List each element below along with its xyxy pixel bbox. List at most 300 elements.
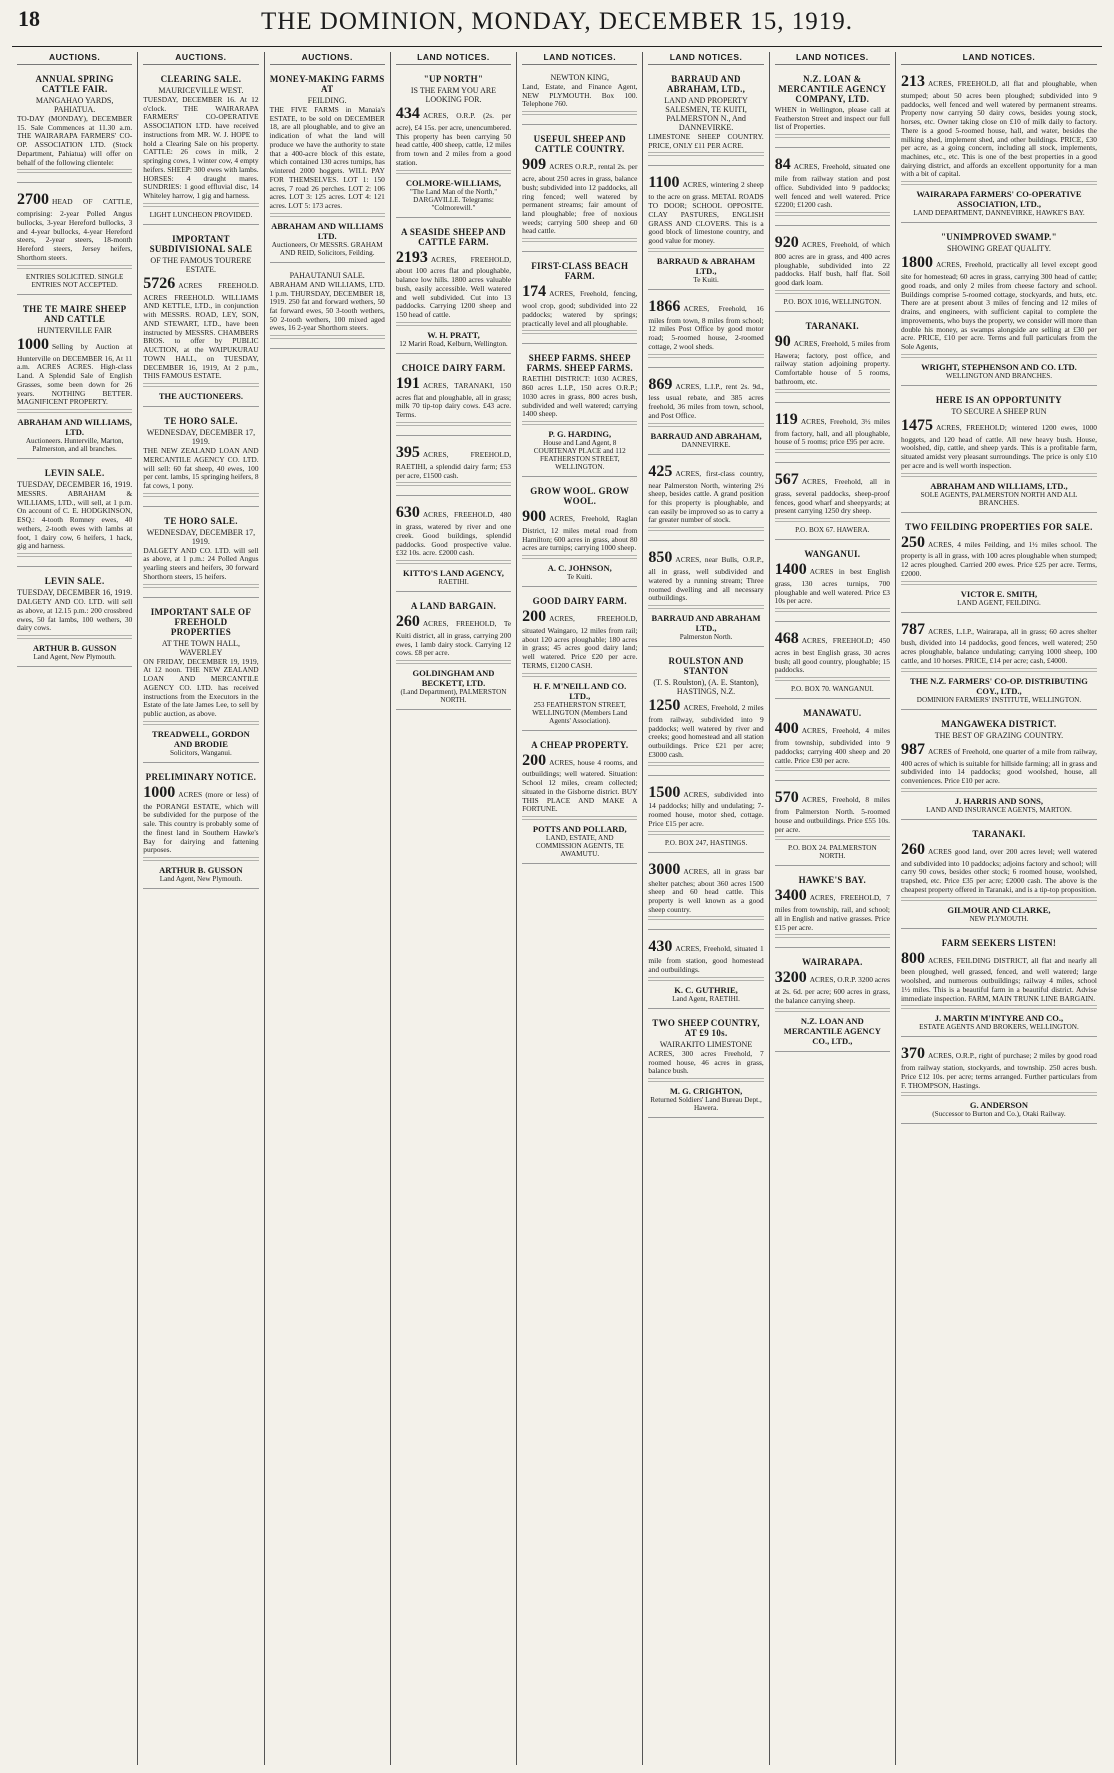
ad-title: FARM SEEKERS LISTEN! [941,937,1057,948]
ad-acreage: 869 [648,375,673,393]
ad-title: LEVIN SALE. [44,576,105,587]
ad-text: ACRES, 300 acres Freehold, 7 roomed house, 46 acres in grass, balance bush. [648,1048,764,1076]
ad-agent-details: Te Kuiti. [693,275,719,284]
ad-text: ACRES, O.R.P., right of purchase; 2 miles by good road from railway station, stockyards, and township. 250 acres bush. Price £12 10s. per acre; terms arranged. Further particulars from F. THOMPSON, Hastings. [900,1051,1097,1090]
ad-body [270,106,385,211]
ad-text: Land, Estate, and Finance Agent, NEW PLYMOUTH. Box 100. Telephone 760. [522,82,638,109]
ad-text: ACRES, Freehold, all in grass, several paddocks, sheep-proof fences, good wharf and sheepyards; at present carrying 1250 dry sheep. [774,476,890,516]
classified-ad [522,256,637,344]
ad-text: ACRES, FREEHOLD; 450 acres in best English grass, 30 acres bush; all good country, ploughable; 15 paddocks. [774,636,890,675]
classified-ad [775,870,890,948]
ad-body [901,841,1097,895]
classified-ad [648,780,763,853]
classified-ad [143,69,258,225]
classified-ad [396,440,511,496]
ad-body [522,608,637,671]
ad-text: ACRES good land, over 200 acres level; well watered and subdivided into 10 paddocks; adjoins factory and school; will carry 90 cows, besides other stock; 6 roomed house, woolshed, trapshed, etc. Price £35 per acre; £2000 cash. The above is the cheapest property offered in Taranaki, and is a tip-top proposition. [900,846,1097,894]
ad-agent-details: (Land Department), PALMERSTON NORTH. [400,688,507,705]
ad-subtitle: SHOWING GREAT QUALITY. [947,244,1051,254]
ad-title: "UNIMPROVED SWAMP." [941,232,1057,243]
ad-title: ANNUAL SPRING CATTLE FAIR. [35,74,114,94]
ad-text: ACRES, FREEHOLD, RAETIHI, a splendid dairy farm; £53 per acre, £1500 cash. [395,449,512,480]
print-lines [775,389,890,395]
ad-text: DALGETY AND CO. LTD. will sell as above, at 12.15 p.m.: 200 crossbred ewes, 50 fat lambs, 100 wethers, 30 dairy cows. [17,597,133,633]
ad-acreage: 1866 [648,297,681,315]
ad-acreage: 84 [774,156,791,174]
print-lines [522,111,637,117]
ad-body [775,720,890,765]
ad-agent-details: Returned Soldiers' Land Bureau Dept., Hawera. [650,1095,762,1112]
ad-acreage: 3000 [648,860,681,878]
ad-agent-details: LAND, ESTATE, AND COMMISSION AGENTS, TE AWAMUTU. [535,834,624,859]
ad-body [17,598,132,633]
ad-agent-details: (Successor to Burton and Co.), Otaki Railway. [932,1110,1066,1119]
print-lines [775,836,890,842]
ad-agent: W. H. PRATT, [427,329,480,340]
ad-text: ACRES, FREEHOLD, 7 miles from township, rail, and school; all in English and native grasses. Price £15 per acre. [774,893,890,932]
print-lines [775,290,890,296]
ad-body [775,561,890,606]
ad-agent: H. F. M'NEILL AND CO. LTD., [533,680,627,701]
classified-ad [648,294,763,368]
ad-acreage: 1000 [17,335,49,353]
ad-agent: ARTHUR B. GUSSON [32,643,117,654]
ad-agent: BARRAUD AND ABRAHAM LTD., [651,613,761,633]
print-lines [901,897,1097,903]
ad-body [17,115,132,167]
classified-ad [775,152,890,226]
print-lines [901,788,1097,794]
ad-acreage: 434 [395,105,420,122]
section-heading: AUCTIONS. [17,52,132,65]
ad-title: A LAND BARGAIN. [410,601,497,612]
print-lines [270,335,385,341]
ad-text: ACRES, first-class country, near Palmerston North, wintering 2½ sheep, besides cattle. A grand position for this property is ploughable, and can easily be improved so as to carry a far greater number of stock. [648,468,764,525]
print-lines [901,581,1097,587]
ad-text: ACRES O.R.P., rental 2s. per acre, about 250 acres in grass, balance bush; subdivided into 12 paddocks, all ring fenced; well watered by permanent streams; fair amount of land ploughable; free of noxious weeds; carrying 500 sheep and 60 head cattle. [522,162,638,236]
classified-ad [775,952,890,1051]
ad-agent-details: Te Kuiti. [567,573,593,582]
section-heading: AUCTIONS. [143,52,258,65]
ad-title: IMPORTANT SUBDIVISIONAL SALE [149,233,253,254]
ad-agent: VICTOR E. SMITH, [960,588,1038,599]
ad-agent-details: SOLE AGENTS, PALMERSTON NORTH AND ALL BRANCHES. [920,490,1078,507]
ad-acreage: 987 [900,740,925,758]
classified-ad [17,187,132,294]
classified-ad [648,372,763,455]
classified-ad [775,785,890,866]
ad-title: TE HORO SALE. [164,416,238,427]
ad-body [901,621,1097,666]
ad-agent-details: Auctioneers. Hunterville, Marton, Palmerston, and all branches. [25,436,124,453]
ad-body [775,789,890,834]
ad-agent: K. C. GUTHRIE, [674,984,738,995]
classified-ad [17,69,132,183]
classified-ad [396,500,511,592]
ad-agent-details: NEW PLYMOUTH. [969,914,1029,923]
ad-agent: J. HARRIS AND SONS, [954,795,1043,806]
ad-body [775,333,890,387]
ad-body [522,375,637,419]
classified-ad [901,517,1097,613]
ad-text: WHEN in Wellington, please call at Featherston Street and inspect our full list of Properties. [774,105,890,132]
ad-text: ACRES (more or less) of the PORANGI ESTATE, which will be subdivided for the purpose of the sale. This country is probably some of the finest land in Southern Hawke's Bay for dairying and fattening purposes. [143,789,259,855]
ad-subtitle: WEDNESDAY, DECEMBER 17, 1919. [146,527,256,546]
ad-text: HEAD OF CATTLE, comprising: 2-year Polled Angus bullocks, 3-year Hereford bullocks, 3 and 4-year bullocks, 4-year Hereford steers, 2-year steers, 18-month Hereford steers, Jersey heifers, Shorthorn steers. [17,197,133,262]
column-7 [770,52,896,1765]
classified-ad [396,69,511,218]
column-5 [517,52,643,1765]
print-lines [901,1092,1097,1098]
ad-subtitle: PAHAUTANUI SALE. [289,270,365,280]
print-lines [648,527,763,533]
ad-body [396,613,511,658]
print-lines [648,152,763,158]
page-number: 18 [18,6,40,31]
classified-ad [775,407,890,463]
print-lines [522,673,637,679]
classified-ad [648,459,763,542]
classified-ad [648,857,763,931]
print-lines [901,668,1097,674]
classified-ad [775,544,890,622]
ad-title: MANAWATU. [803,708,862,719]
ad-acreage: 2700 [17,191,49,209]
ad-text: ACRES, 4 miles Feilding, and 1½ miles school. The property is all in grass, with 100 acres ploughable when stumped; 12 acres ploughed. Carried 200 ewes. Price £25 per acre. Terms, £2000. [900,539,1097,578]
ad-agent: G. ANDERSON [969,1100,1028,1111]
ad-acreage: 1500 [648,783,681,801]
classified-ad [901,933,1097,1038]
print-lines [775,1008,890,1014]
print-lines [775,677,890,683]
ad-agent: ABRAHAM AND WILLIAMS, LTD. [17,416,132,437]
ad-title: TE HORO SALE. [164,515,238,526]
ad-agent-details: LAND AND INSURANCE AGENTS, MARTON. [926,805,1072,814]
ad-body [143,447,258,491]
ad-agent: P. G. HARDING, [548,428,612,439]
classified-ad [396,222,511,354]
ad-body [648,784,763,829]
ad-body [396,504,511,558]
classified-ad [648,69,763,166]
ad-agent-details: DANNEVIRKE. [681,440,731,449]
classified-ad [901,227,1097,385]
ad-text: ACRES, FREEHOLD, situated Waingaro, 12 miles from rail; about 120 acres ploughable; 180 acres in grass; 45 acres good dairy land; well watered. Price £20 per acre. TERMS, £1200 CASH. [522,614,638,670]
print-lines [17,169,132,175]
ad-body [396,249,511,320]
ad-body [522,156,637,236]
ad-body [901,741,1097,786]
ad-title: GOOD DAIRY FARM. [532,596,627,607]
ad-body [522,283,637,328]
print-lines [775,134,890,140]
section-heading: LAND NOTICES. [648,52,763,65]
ad-text: RAETIHI DISTRICT: 1030 ACRES, 860 acres L.I.P., 150 acres O.R.P.; 1030 acres in grass, 800 acres bush, subdivided and well watered; carrying 1400 sheep. [522,374,638,419]
column-4 [391,52,517,1765]
print-lines [775,212,890,218]
ad-agent: THE AUCTIONEERS. [158,391,243,402]
classified-ad [775,69,890,148]
newspaper-title: THE DOMINION, MONDAY, DECEMBER 15, 1919. [260,8,854,35]
section-heading: LAND NOTICES. [396,52,511,65]
ad-title: TWO SHEEP COUNTRY, AT £9 10s. [652,1017,760,1038]
ad-text: ACRES, Freehold, situated one mile from railway station and post office. Subdivided into 9 paddocks; well fenced and well watered. Price £2200; £1200 cash. [774,162,890,210]
ad-body [17,490,132,551]
ad-body [522,752,637,815]
ad-agent: WAIRARAPA FARMERS' CO-OPERATIVE ASSOCIATION, LTD., [916,189,1082,210]
print-lines [17,265,132,271]
ad-subtitle: AT THE TOWN HALL, WAVERLEY [161,638,240,657]
classified-ad [522,348,637,477]
ad-acreage: 3400 [774,887,807,905]
ad-title: N.Z. LOAN & MERCANTILE AGENCY COMPANY, LTD. [778,74,887,104]
classified-ad [775,703,890,781]
ad-body [143,547,258,582]
ad-title: IMPORTANT SALE OF FREEHOLD PROPERTIES [150,606,252,637]
ad-agent: ABRAHAM AND WILLIAMS LTD. [271,220,384,241]
ad-title: A CHEAP PROPERTY. [531,739,629,750]
ad-acreage: 1000 [143,783,176,801]
classified-ad [901,714,1097,820]
print-lines [648,831,763,837]
classified-ad [648,1013,763,1118]
ad-subtitle: WAIRAKITO LIMESTONE [659,1039,753,1049]
ad-text: ACRES, Freehold, situated 1 mile from station, good homestead and outbuildings. [648,944,764,975]
print-lines [648,916,763,922]
ad-body [143,658,258,719]
print-lines [143,493,258,499]
ad-text: ACRES, Freehold, of which 800 acres are in grass, and 400 acres ploughable, subdivided into 22 paddocks. Half bush, half flat. Soil good dark loam. [774,240,890,288]
ad-text: ACRES, FREEHOLD, all flat and ploughable, when stumped; about 50 acres been ploughed; subdivided into 9 paddocks, well fenced and well watered by permanent streams. Property now carrying 50 dairy cows, besides young stock, horses, etc. Owner taking close on £10 of milk daily to factory. There is a good 5-roomed house, hall, and water, besides the milking shed, implement shed, and other buildings. PRICE, £30 per acre, as a going concern, including all stock, implements, machines, etc., etc. This is one of the best properties in a good dairying district, and affords an excellent opportunity for a man with a bit of capital. [900,79,1097,179]
ad-title: MANGAWEKA DISTRICT. [941,718,1057,729]
ad-text: ACRES FREEHOLD. ACRES FREEHOLD. WILLIAMS AND KETTLE, LTD., in conjunction with MESSRS. ROAD, LEY, SON, AND STEWART, LTD., have been instructed by MESSRS. CHAMBERS BROS. to offer by PUBLIC AUCTION, at the WAIPUKURAU TOWN HALL, on TUESDAY, DECEMBER 16, 1919, At 2 p.m., THIS FAMOUS ESTATE. [143,280,259,381]
ad-title: HERE IS AN OPPORTUNITY [935,394,1062,405]
ad-acreage: 630 [395,504,420,522]
print-lines [17,553,132,559]
ad-acreage: 1400 [774,561,807,579]
ad-agent: N.Z. LOAN AND MERCANTILE AGENCY CO., LTD., [783,1015,881,1046]
ad-agent: POTTS AND POLLARD, [532,824,627,835]
print-lines [648,354,763,360]
ad-agent-details: Land Agent, New Plymouth. [33,653,116,662]
classified-ad [522,591,637,731]
ad-agent-details: P.O. BOX 247, HASTINGS. [664,838,748,847]
ad-body [775,234,890,288]
ad-agent: A. C. JOHNSON, [547,563,612,574]
ad-acreage: 260 [900,840,925,858]
ad-body [270,281,385,333]
ad-title: SHEEP FARMS. SHEEP FARMS. SHEEP FARMS. [526,353,633,374]
ad-agent-details: WELLINGTON AND BRANCHES. [945,371,1053,380]
ad-acreage: 570 [774,789,799,807]
ad-agent-details: 253 FEATHERSTON STREET, WELLINGTON (Members Land Agents' Association). [532,700,628,725]
ad-text: ACRES, Freehold, Raglan District, 12 miles metal road from Hamilton; 600 acres in grass, about 80 acres are turnips; carrying 1000 sheep. [522,513,638,553]
print-lines [775,518,890,524]
ad-agent: WRIGHT, STEPHENSON AND CO. LTD. [921,361,1077,372]
print-lines [143,584,258,590]
ad-agent-details: LAND DEPARTMENT, DANNEVIRKE, HAWKE'S BAY. [913,209,1085,218]
ad-text: ACRES, all in grass bar shelter patches; about 360 acres 1500 sheep and 60 head cattle. This property is well known as a good sheep country. [648,866,764,914]
ad-acreage: 1800 [900,254,933,272]
classified-ad [17,299,132,459]
ad-acreage: 191 [395,374,420,392]
section-heading: LAND NOTICES. [901,52,1097,65]
ad-body [901,1045,1097,1090]
classified-ad [775,316,890,403]
print-lines [648,605,763,611]
ad-text: ACRES, subdivided into 14 paddocks; hilly and undulating; 7-roomed house, motor shed, cottage. Price £15 per acre. [648,789,764,828]
ad-body [396,375,511,420]
ad-title: MONEY-MAKING FARMS AT [269,74,385,94]
print-lines [396,660,511,666]
ad-title: CHOICE DAIRY FARM. [401,362,506,373]
classified-ad [396,358,511,436]
ad-text: DALGETY AND CO. LTD. will sell as above, at 1 p.m.: 24 Polled Angus yearling steers and heifers, 30 forward Shorthorn steers, 15 heifers. [143,545,259,581]
classified-ad [648,934,763,1008]
ad-text: ACRES of Freehold, one quarter of a mile from railway, 400 acres of which is suitable for hillside farming; all in grass and subdivided into 14 paddocks; good woolshed, house, all conveniences. Price £10 per acre. [900,746,1097,786]
classified-ad [17,463,132,567]
classified-ad [775,467,890,540]
ad-body [648,133,763,150]
print-lines [775,449,890,455]
ad-body [522,508,637,553]
ad-subtitle: HUNTERVILLE FAIR [37,325,112,335]
print-lines [143,721,258,727]
classified-ad [901,69,1097,223]
ad-text: ACRES, FREEHOLD; wintered 1200 ewes, 1000 hoggets, and 120 head of cattle. All new heavy bush. House, woolshed, dip, cattle, and sheep yards. This is a profitable farm, situated amidst very pleasant surroundings. The price is only £10 per acre and is well worth inspection. [900,422,1097,470]
ad-text: Selling by Auction at Hunterville on DECEMBER 16, At 11 a.m. ACRES ACRES. High-class Land. A Splendid Sale of English Grasses, some been down for 26 years. NOTHING BETTER. MAGNIFICENT PROPERTY. [17,341,133,407]
ad-text: ACRES, Freehold, fencing, wool crop, good; subdivided into 22 paddocks; watered by springs; practically level and all ploughable. [522,289,638,328]
print-lines [648,977,763,983]
ad-acreage: 1100 [648,174,680,192]
print-lines [775,608,890,614]
ad-text: ACRES, Freehold, 16 miles from town, 8 miles from school; 12 miles Post Office by good motor road; 5-roomed house, 2-roomed cottage, 2 wool sheds. [648,303,764,351]
classified-ad [775,230,890,312]
ad-body [648,697,763,760]
ad-body [901,417,1097,471]
ad-acreage: 213 [900,73,925,90]
print-lines [901,1005,1097,1011]
ad-title: USEFUL SHEEP AND CATTLE COUNTRY. [533,134,626,155]
ad-text: ACRES, FEILDING DISTRICT, all flat and nearly all been ploughed, well grassed, fenced, and well watered; large woolshed, and numerous outbuildings; railway 4 miles, school 1½ miles. This is a beautiful farm in a beautiful district. Advise immediate inspection. FARM, MAIN TRUNK LINE BARGAIN. [900,955,1097,1003]
ad-acreage: 920 [774,234,799,252]
column-6 [643,52,769,1765]
print-lines [775,767,890,773]
ad-agent: GILMOUR AND CLARKE, [947,904,1051,915]
classified-ad [270,267,385,349]
ad-agent-details: LAND AGENT, FEILDING. [957,598,1041,607]
ad-text: ACRES, Freehold, 2 miles from railway, subdivided into 9 paddocks; well watered by river and creeks; good homestead and all station outbuildings. Price £21 per acre; £3000 cash. [648,703,764,759]
ad-acreage: 1250 [648,697,681,714]
ad-body [648,298,763,352]
ad-acreage: 395 [395,443,420,461]
classified-ad [143,767,258,889]
print-lines [396,560,511,566]
ad-agent-details: P.O. BOX 67. HAWERA. [795,526,870,535]
classified-ad [648,170,763,289]
ad-body [648,463,763,526]
ad-title: "UP NORTH" [423,74,484,84]
ad-acreage: 200 [522,608,547,626]
ad-text: ACRES, TARANAKI, 150 acres flat and ploughable, all in grass; milk 70 tip-top dairy cows. £43 acre. Terms. [395,380,512,420]
ad-text: TUESDAY, DECEMBER 16. At 12 o'clock. THE WAIRARAPA FARMERS' CO-OPERATIVE ASSOCIATION LTD. have received instructions from MR. W. J. HOPE to hold a Clearing Sale on his property. CATTLE: 26 cows in milk, 2 springing cows, 1 winter cow, 4 empty heifers. SHEEP: 300 ewes with lambs. HORSES: 4 draught mares. SUNDRIES: 1 good effluvial disc, 14 Whiteley harrow, 1 gig and harness. [143,95,259,201]
ad-agent-details: 12 Mariri Road, Kelburn, Wellington. [399,339,508,348]
ad-agent: ABRAHAM AND WILLIAMS, LTD., [930,480,1068,491]
ad-text: ACRES, O.R.P. (2s. per acre), £4 15s. per acre, unencumbered. This property has been carrying 50 head cattle, 400 sheep, cattle, 12 miles from town and 2 miles from a good station. [395,111,512,167]
ad-body [901,254,1097,351]
ad-title: TARANAKI. [972,828,1026,839]
ad-body [143,96,258,201]
ad-body [648,376,763,421]
ad-agent: J. MARTIN M'INTYRE AND CO., [934,1013,1064,1024]
ad-subtitle: NEWTON KING, [550,73,610,82]
print-lines [396,482,511,488]
column-3 [265,52,391,1765]
section-heading: AUCTIONS. [270,52,385,65]
ad-text: ACRES, O.R.P. 3200 acres at 2s. 6d. per acre; 600 acres in grass, the balance carrying sheep. [774,975,890,1006]
print-lines [648,1078,763,1084]
ad-agent: TREADWELL, GORDON AND BRODIE [152,728,250,749]
ad-acreage: 468 [774,630,799,648]
ad-text: ACRES in best English grass, 130 acres turnips, 700 ploughable and well watered. Price £3 10s per acre. [774,567,890,606]
ad-title: WAIRARAPA. [802,957,863,968]
ad-subtitle: TUESDAY, DECEMBER 16, 1919. [17,588,133,598]
print-lines [396,322,511,328]
ad-body [775,630,890,675]
ad-body [143,784,258,855]
ad-acreage: 787 [900,620,925,638]
ad-subtitle: MAURICEVILLE WEST. [158,86,244,95]
ad-body [396,105,511,168]
ad-agent-details: DOMINION FARMERS' INSTITUTE, WELLINGTON. [916,695,1082,704]
column-8 [896,52,1102,1765]
classified-ad [270,69,385,263]
ad-text: LIMESTONE SHEEP COUNTRY. PRICE, ONLY £11 PER ACRE. [648,132,764,150]
ad-acreage: 260 [395,613,420,631]
ad-title: TWO FEILDING PROPERTIES FOR SALE. [905,521,1093,532]
classified-ad [143,602,258,763]
ad-body [143,275,258,381]
ad-text: ON FRIDAY, DECEMBER 19, 1919, At 12 noon. THE NEW ZEALAND LOAN AND MERCANTILE AGENCY CO. LTD. has received instructions from the Executors in the Estate of the late James Lee, to sell by public auction, as above. [143,656,259,719]
ad-body [648,174,763,245]
ad-acreage: 200 [522,751,547,769]
ad-title: GROW WOOL. GROW WOOL. [530,485,630,506]
ad-body [17,336,132,407]
ad-agent: COLMORE-WILLIAMS, [405,177,502,188]
ad-body [775,156,890,210]
ad-subtitle: LAND AND PROPERTY SALESMEN, TE KUITI, PALMERSTON N., And DANNEVIRKE. [664,96,748,132]
ad-subtitle: THE BEST OF GRAZING COUNTRY. [934,730,1064,740]
classified-ad [143,229,258,407]
ad-body [901,534,1097,579]
ad-agent-details: Auctioneers, Or MESSRS. GRAHAM AND REID, Solicitors, Feilding. [271,240,383,257]
ad-text: ACRES, FREEHOLD, about 100 acres flat and ploughable, balance low hills. 1800 acres valuable bush, easily accessible. Well watered and well subdivided. Cut into 13 paddocks. Carrying 1200 sheep and 150 head of cattle. [395,254,512,320]
classified-ad [522,69,637,125]
classified-ad [17,571,132,667]
classified-ad [648,651,763,776]
print-lines [522,555,637,561]
ad-agent-details: LIGHT LUNCHEON PROVIDED. [149,210,253,219]
ad-text: ACRES, Freehold, 8 miles from Palmerston North. 5-roomed house and outbuildings. Price £55 10s. per acre. [774,795,890,834]
ad-body [901,73,1097,179]
ad-subtitle: FEILDING. [307,96,347,105]
ad-body [648,549,763,603]
print-lines [270,213,385,219]
print-lines [648,762,763,768]
ad-text: ACRES, Freehold, practically all level except good site for homestead; 60 acres in grass, carrying 300 head of cattle; good roads, and only 2 miles from cheese factory and school. Buildings comprise 5-roomed cottage, stockyards, and huts, etc. There are at present about 3 miles of fencing and 12 miles of drains, and engineers, with sufficient capital to complete the improvements, who buys the property, we consider will more than double his money, as swamps alongside are selling at £30 per acre. PRICE, £10 per acre. Terms and full particulars from the Sole Agents, [900,260,1097,351]
print-lines [143,203,258,209]
section-heading: LAND NOTICES. [522,52,637,65]
